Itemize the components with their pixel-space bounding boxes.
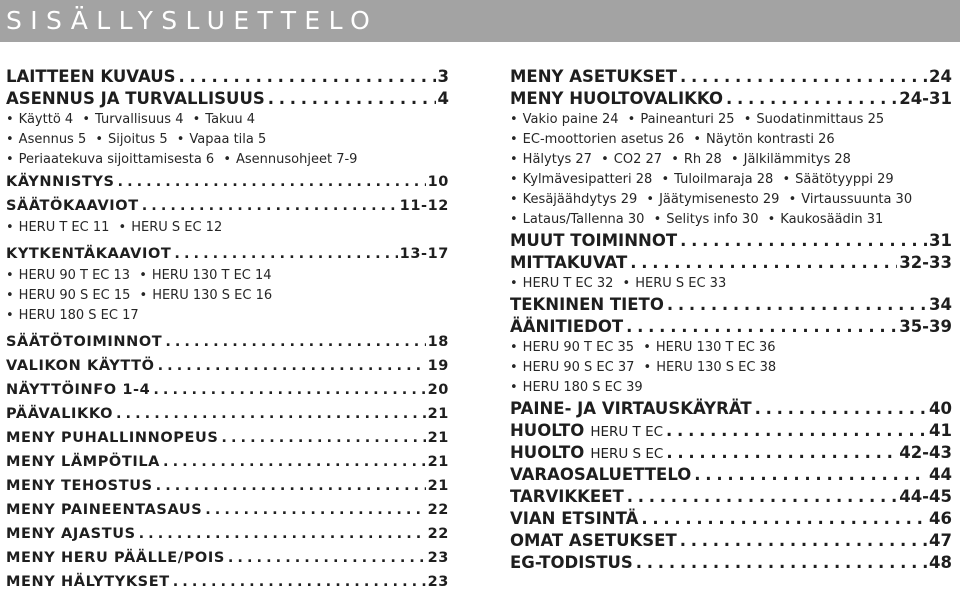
toc-entry-label: MENY PUHALLINNOPEUS — [6, 430, 219, 446]
bullet: • — [788, 192, 797, 207]
toc-leader-dots — [205, 498, 425, 522]
toc-entry-label: ASENNUS JA TURVALLISUUS — [6, 89, 265, 108]
toc-sub-line — [510, 274, 952, 294]
toc-entry-label: KÄYNNISTYS — [6, 174, 115, 190]
toc-entry-label: MENY AJASTUS — [6, 526, 136, 542]
toc-entry[interactable] — [6, 426, 449, 450]
toc-entry-page: 47 — [929, 531, 952, 550]
toc-entry-page: 18 — [427, 334, 449, 350]
toc-sub-item[interactable]: Vakio paine 24 — [522, 112, 619, 127]
toc-entry-label: MENY PAINEENTASAUS — [6, 502, 203, 518]
toc-entry-page: 21 — [427, 478, 449, 494]
toc-entry-page: 4 — [437, 89, 449, 108]
toc-entry-page: 23 — [427, 550, 449, 566]
toc-entry-page: 20 — [427, 382, 449, 398]
toc-sub-item[interactable]: Selitys info 30 — [666, 212, 759, 227]
toc-sub-item[interactable]: Vapaa tila 5 — [189, 132, 267, 147]
toc-entry[interactable] — [510, 252, 952, 274]
toc-entry-label: MENY HÄLYTYKSET — [6, 574, 170, 590]
toc-entry-label: TEKNINEN TIETO — [510, 295, 664, 314]
toc-entry[interactable] — [510, 398, 952, 420]
toc-entry[interactable] — [6, 570, 449, 594]
bullet: • — [730, 152, 739, 167]
bullet: • — [767, 212, 776, 227]
bullet: • — [661, 172, 670, 187]
toc-sub-item[interactable]: Näytön kontrasti 26 — [706, 132, 835, 147]
toc-leader-dots — [666, 420, 927, 442]
toc-entry-label: VIAN ETSINTÄ — [510, 509, 639, 528]
toc-sub-line — [510, 170, 952, 190]
toc-sub-line — [510, 150, 952, 170]
toc-entry[interactable] — [510, 530, 952, 552]
toc-entry-page: 22 — [427, 526, 449, 542]
toc-entry-label: HUOLTO — [510, 421, 585, 440]
toc-leader-dots — [694, 464, 927, 486]
bullet: • — [653, 212, 662, 227]
toc-sub-item[interactable]: HERU 130 S EC 38 — [656, 360, 777, 375]
bullet: • — [6, 268, 14, 283]
toc-leader-dots — [228, 546, 426, 570]
toc-sub-item[interactable]: Asennus 5 — [18, 132, 87, 147]
toc-sub-line — [510, 190, 952, 210]
toc-sub-item[interactable]: HERU S EC 12 — [131, 220, 223, 235]
bullet: • — [510, 276, 518, 291]
bullet: • — [139, 288, 148, 303]
toc-entry-label: MENY ASETUKSET — [510, 67, 677, 86]
toc-sub-line — [6, 266, 449, 286]
toc-entry-label: MENY TEHOSTUS — [6, 478, 153, 494]
toc-entry-label: MENY HUOLTOVALIKKO — [510, 89, 723, 108]
toc-sub-line — [6, 150, 449, 170]
toc-sub-item[interactable]: HERU 180 S EC 39 — [522, 380, 643, 395]
toc-sub-item[interactable]: Kaukosäädin 31 — [780, 212, 884, 227]
toc-sub-item[interactable]: Turvallisuus 4 — [95, 112, 184, 127]
toc-entry[interactable] — [6, 378, 449, 402]
toc-sub-item[interactable]: HERU T EC 11 — [18, 220, 110, 235]
toc-entry[interactable] — [510, 88, 952, 110]
toc-leader-dots — [116, 402, 426, 426]
toc-entry-page: 46 — [929, 509, 952, 528]
toc-entry-page: 31 — [929, 231, 952, 250]
toc-entry-label: VALIKON KÄYTTÖ — [6, 358, 155, 374]
toc-leader-dots — [118, 170, 426, 194]
toc-entry[interactable] — [6, 450, 449, 474]
bullet: • — [510, 132, 518, 147]
toc-entry[interactable] — [510, 230, 952, 252]
toc-sub-item[interactable]: Asennusohjeet 7-9 — [236, 152, 358, 167]
toc-entry-page: 42-43 — [899, 443, 952, 462]
toc-entry-page: 21 — [427, 406, 449, 422]
bullet: • — [627, 112, 636, 127]
toc-sub-line — [510, 358, 952, 378]
toc-entry-label: NÄYTTÖINFO 1-4 — [6, 382, 151, 398]
bullet: • — [643, 360, 652, 375]
toc-entry[interactable] — [510, 508, 952, 530]
toc-entry-sublabel: HERU S EC — [590, 446, 664, 462]
toc-sub-item[interactable]: EC-moottorien asetus 26 — [522, 132, 685, 147]
toc-sub-line — [510, 338, 952, 358]
bullet: • — [6, 288, 14, 303]
toc-sub-item[interactable]: HERU 90 S EC 15 — [18, 288, 131, 303]
toc-sub-line — [6, 286, 449, 306]
toc-entry-label: OMAT ASETUKSET — [510, 531, 677, 550]
toc-entry-label: MENY HERU PÄÄLLE/POIS — [6, 550, 225, 566]
bullet: • — [782, 172, 791, 187]
title-banner — [0, 0, 960, 42]
toc-leader-dots — [630, 252, 897, 274]
toc-entry[interactable] — [510, 552, 952, 574]
toc-entry-page: 34 — [929, 295, 952, 314]
toc-entry-label: ÄÄNITIEDOT — [510, 317, 624, 336]
toc-entry[interactable] — [6, 522, 449, 546]
toc-entry[interactable] — [510, 294, 952, 316]
toc-entry[interactable] — [6, 330, 449, 354]
toc-leader-dots — [755, 398, 927, 420]
toc-leader-dots — [156, 474, 426, 498]
toc-entry-page: 11-12 — [399, 198, 449, 214]
toc-sub-item[interactable]: Kesäjäähdytys 29 — [522, 192, 638, 207]
toc-sub-item[interactable]: Jäätymisenesto 29 — [659, 192, 780, 207]
toc-sub-item[interactable]: Takuu 4 — [205, 112, 256, 127]
toc-entry-page: 44 — [929, 465, 952, 484]
bullet: • — [139, 268, 147, 283]
toc-leader-dots — [666, 442, 897, 464]
toc-sub-item[interactable]: Suodatinmittaus 25 — [756, 112, 885, 127]
toc-entry-page: 3 — [437, 67, 449, 86]
toc-leader-dots — [221, 426, 425, 450]
toc-sub-item[interactable]: Käyttö 4 — [18, 112, 74, 127]
toc-right-column — [510, 66, 952, 574]
toc-sub-line — [6, 218, 449, 238]
toc-sub-item[interactable]: Paineanturi 25 — [640, 112, 735, 127]
bullet: • — [6, 152, 14, 167]
toc-sub-line — [6, 130, 449, 150]
bullet: • — [192, 112, 201, 127]
toc-sub-item[interactable]: HERU 180 S EC 17 — [18, 308, 139, 323]
bullet: • — [6, 308, 14, 323]
toc-sub-item[interactable]: HERU T EC 32 — [522, 276, 614, 291]
toc-entry[interactable] — [6, 546, 449, 570]
toc-sub-line — [6, 306, 449, 326]
toc-left-column — [6, 66, 449, 594]
bullet: • — [622, 276, 631, 291]
bullet: • — [6, 112, 14, 127]
toc-entry-label: SÄÄTÖTOIMINNOT — [6, 334, 163, 350]
bullet: • — [671, 152, 679, 167]
toc-sub-item[interactable]: HERU 130 T EC 36 — [655, 340, 776, 355]
toc-entry-page: 40 — [929, 399, 952, 418]
toc-entry[interactable] — [6, 194, 449, 218]
toc-sub-item[interactable]: HERU 130 S EC 16 — [152, 288, 273, 303]
toc-entry[interactable] — [6, 474, 449, 498]
toc-sub-item[interactable]: Säätötyyppi 29 — [795, 172, 894, 187]
toc-sub-item[interactable]: Tuloilmaraja 28 — [674, 172, 774, 187]
toc-entry-page: 21 — [427, 454, 449, 470]
toc-sub-item[interactable]: HERU 130 T EC 14 — [151, 268, 272, 283]
toc-leader-dots — [174, 242, 397, 266]
toc-entry-page: 44-45 — [899, 487, 952, 506]
toc-entry-label: LAITTEEN KUVAUS — [6, 67, 176, 86]
toc-sub-item[interactable]: Hälytys 27 — [522, 152, 592, 167]
toc-leader-dots — [680, 530, 927, 552]
toc-leader-dots — [163, 450, 426, 474]
toc-entry-label: SÄÄTÖKAAVIOT — [6, 198, 139, 214]
toc-leader-dots — [636, 552, 927, 574]
toc-sub-item[interactable]: Rh 28 — [683, 152, 722, 167]
toc-leader-dots — [641, 508, 927, 530]
bullet: • — [601, 152, 609, 167]
toc-sub-item[interactable]: HERU S EC 33 — [635, 276, 727, 291]
toc-entry-page: 35-39 — [899, 317, 952, 336]
toc-entry[interactable] — [6, 88, 449, 110]
toc-sub-item[interactable]: Periaatekuva sijoittamisesta 6 — [18, 152, 215, 167]
toc-entry[interactable] — [510, 442, 952, 464]
toc-sub-item[interactable]: CO2 27 — [613, 152, 663, 167]
toc-leader-dots — [179, 66, 436, 88]
toc-leader-dots — [153, 378, 425, 402]
toc-entry-page: 48 — [929, 553, 952, 572]
toc-sub-item[interactable]: Lataus/Tallenna 30 — [522, 212, 645, 227]
bullet: • — [510, 380, 518, 395]
toc-entry-page: 23 — [427, 574, 449, 590]
toc-sub-item[interactable]: Jälkilämmitys 28 — [743, 152, 851, 167]
toc-entry[interactable] — [510, 486, 952, 508]
toc-entry-label: VARAOSALUETTELO — [510, 465, 692, 484]
toc-entry-label: TARVIKKEET — [510, 487, 624, 506]
toc-entry-label: MENY LÄMPÖTILA — [6, 454, 161, 470]
toc-entry-label: PAINE- JA VIRTAUSKÄYRÄT — [510, 399, 752, 418]
toc-entry[interactable] — [6, 498, 449, 522]
toc-entry-label: MUUT TOIMINNOT — [510, 231, 678, 250]
toc-entry[interactable] — [510, 316, 952, 338]
bullet: • — [6, 220, 14, 235]
bullet: • — [6, 132, 14, 147]
toc-entry-page: 19 — [427, 358, 449, 374]
toc-sub-line — [510, 110, 952, 130]
toc-entry-page: 41 — [929, 421, 952, 440]
bullet: • — [643, 340, 651, 355]
toc-sub-item[interactable]: Kylmävesipatteri 28 — [522, 172, 653, 187]
toc-leader-dots — [142, 194, 398, 218]
bullet: • — [176, 132, 185, 147]
toc-leader-dots — [680, 66, 927, 88]
toc-sub-line — [510, 210, 952, 230]
bullet: • — [646, 192, 655, 207]
toc-sub-item[interactable]: HERU 90 S EC 37 — [522, 360, 635, 375]
toc-entry-page: 10 — [427, 174, 449, 190]
toc-leader-dots — [158, 354, 426, 378]
bullet: • — [510, 112, 518, 127]
toc-entry-page: 24 — [929, 67, 952, 86]
toc-leader-dots — [626, 316, 897, 338]
toc-leader-dots — [165, 330, 425, 354]
toc-sub-line — [510, 378, 952, 398]
bullet: • — [82, 112, 90, 127]
toc-entry-label: KYTKENTÄKAAVIOT — [6, 246, 172, 262]
bullet: • — [510, 192, 518, 207]
page-title: SISÄLLYSLUETTELO — [6, 6, 379, 35]
toc-leader-dots — [667, 294, 927, 316]
bullet: • — [510, 172, 518, 187]
toc-entry[interactable] — [6, 354, 449, 378]
bullet: • — [95, 132, 104, 147]
bullet: • — [118, 220, 127, 235]
toc-entry-label: EG-TODISTUS — [510, 553, 633, 572]
toc-entry-label: HUOLTO — [510, 443, 585, 462]
bullet: • — [223, 152, 232, 167]
toc-entry-sublabel: HERU T EC — [590, 424, 664, 440]
toc-leader-dots — [726, 88, 897, 110]
toc-entry-page: 22 — [427, 502, 449, 518]
toc-sub-line — [6, 110, 449, 130]
bullet: • — [510, 360, 518, 375]
toc-sub-item[interactable]: Virtaussuunta 30 — [801, 192, 913, 207]
toc-entry-page: 13-17 — [399, 246, 449, 262]
toc-entry[interactable] — [510, 464, 952, 486]
toc-leader-dots — [627, 486, 897, 508]
toc-entry-label: PÄÄVALIKKO — [6, 406, 113, 422]
toc-leader-dots — [139, 522, 426, 546]
bullet: • — [510, 212, 518, 227]
toc-entry[interactable] — [510, 420, 952, 442]
toc-entry-page: 32-33 — [899, 253, 952, 272]
toc-leader-dots — [268, 88, 436, 110]
toc-entry[interactable] — [6, 170, 449, 194]
toc-entry-page: 24-31 — [899, 89, 952, 108]
toc-sub-item[interactable]: HERU 90 T EC 13 — [18, 268, 131, 283]
bullet: • — [510, 152, 518, 167]
bullet: • — [693, 132, 702, 147]
bullet: • — [743, 112, 752, 127]
toc-sub-item[interactable]: HERU 90 T EC 35 — [522, 340, 635, 355]
toc-entry[interactable] — [6, 402, 449, 426]
bullet: • — [510, 340, 518, 355]
toc-entry-label: MITTAKUVAT — [510, 253, 628, 272]
toc-entry[interactable] — [6, 66, 449, 88]
toc-sub-line — [510, 130, 952, 150]
toc-leader-dots — [173, 570, 426, 594]
toc-entry[interactable] — [6, 242, 449, 266]
toc-sub-item[interactable]: Sijoitus 5 — [108, 132, 168, 147]
toc-entry[interactable] — [510, 66, 952, 88]
toc-leader-dots — [680, 230, 927, 252]
toc-entry-page: 21 — [427, 430, 449, 446]
